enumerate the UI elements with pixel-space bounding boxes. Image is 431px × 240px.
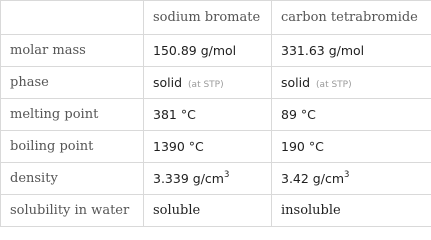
value-sodium-bromate: 1390 °C [144,131,272,163]
density-value: 3.42 g/cm [281,171,345,186]
density-exponent: 3 [344,170,350,180]
value-carbon-tetrabromide: 190 °C [272,131,431,163]
table-row-solubility [1,195,431,227]
value-sodium-bromate: soluble [144,195,272,227]
phase-value: solid [281,75,311,90]
value-sodium-bromate: 150.89 g/mol [144,35,272,67]
value-carbon-tetrabromide [272,67,431,99]
value-sodium-bromate [144,163,272,195]
row-label: solubility in water [1,195,144,227]
value-carbon-tetrabromide: insoluble [272,195,431,227]
header-sodium-bromate: sodium bromate [144,1,272,35]
table-row-density [1,163,431,195]
row-label: molar mass [1,35,144,67]
row-label: phase [1,67,144,99]
phase-note: (at STP) [188,80,224,90]
table-header-row [1,1,431,35]
phase-note: (at STP) [316,80,352,90]
row-label: melting point [1,99,144,131]
value-carbon-tetrabromide [272,163,431,195]
density-exponent: 3 [223,170,230,180]
value-carbon-tetrabromide: 331.63 g/mol [272,35,431,67]
header-empty-cell [1,1,144,35]
table-row-molar-mass [1,35,431,67]
value-sodium-bromate: 381 °C [144,99,272,131]
table-row-melting-point [1,99,431,131]
header-carbon-tetrabromide: carbon tetrabromide [272,1,431,35]
phase-value: solid [153,75,183,90]
row-label: density [1,163,144,195]
table-row-boiling-point [1,131,431,163]
value-sodium-bromate [144,67,272,99]
row-label: boiling point [1,131,144,163]
table-row-phase [1,67,431,99]
value-carbon-tetrabromide: 89 °C [272,99,431,131]
density-value: 3.339 g/cm [153,171,224,186]
